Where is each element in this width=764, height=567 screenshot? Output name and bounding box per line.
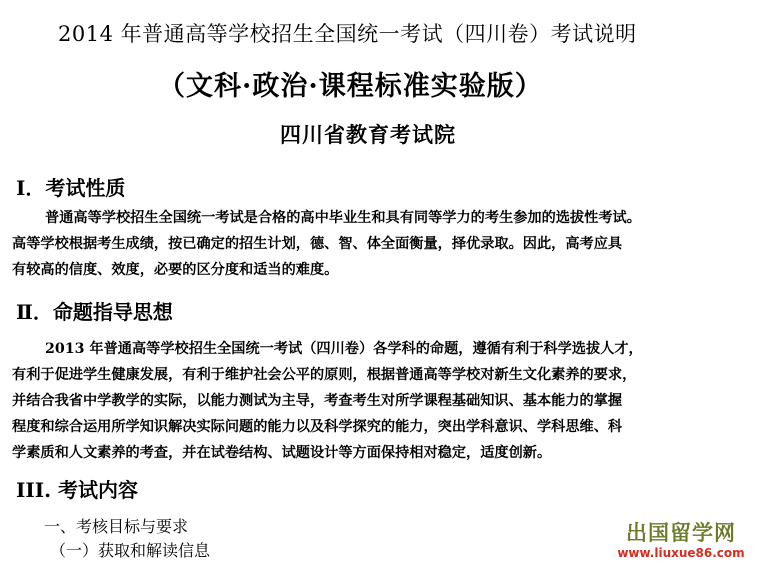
- section-body-exam-nature: [12, 205, 754, 283]
- paragraph-line: 普通高等学校招生全国统一考试是合格的高中毕业生和具有同等学力的考生参加的选拔性考试。: [45, 210, 641, 226]
- paragraph-line: 并结合我省中学教学的实际，以能力测试为主导，考查考生对所学课程基础知识、基本能力的掌握: [12, 393, 623, 409]
- paragraph-line: 程度和综合运用所学知识解决实际问题的能力以及科学探究的能力，突出学科意识、学科思维、科: [12, 419, 623, 435]
- subheading-information: （一）获取和解读信息: [50, 541, 211, 560]
- paragraph-line: 有利于促进学生健康发展，有利于维护社会公平的原则，根据普通高等学校对新生文化素养的要求，: [12, 367, 637, 383]
- section-heading-exam-content: III. 考试内容: [16, 478, 138, 502]
- watermark-url: www.liuxue86.com: [617, 546, 745, 560]
- paragraph-line: 高等学校根据考生成绩，按已确定的招生计划，德、智、体全面衡量，择优录取。因此，高考应具: [12, 236, 623, 252]
- site-watermark: [606, 521, 756, 563]
- watermark-brand: 出国留学网: [626, 521, 736, 545]
- document-issuer: 四川省教育考试院: [280, 122, 456, 147]
- document-subtitle: （文科·政治·课程标准实验版）: [158, 71, 543, 102]
- section-heading-exam-nature: Ⅰ．考试性质: [16, 176, 126, 200]
- paragraph-line: 学素质和人文素养的考查，并在试卷结构、试题设计等方面保持相对稳定，适度创新。: [12, 445, 552, 461]
- section-body-guiding-ideology: [12, 336, 754, 466]
- document-title: 2014 年普通高等学校招生全国统一考试（四川卷）考试说明: [58, 22, 637, 46]
- subheading-objectives: 一、考核目标与要求: [44, 517, 189, 536]
- paragraph-line: 2013 年普通高等学校招生全国统一考试（四川卷）各学科的命题，遵循有利于科学选拔人才，: [45, 341, 643, 357]
- section-heading-guiding-ideology: Ⅱ．命题指导思想: [16, 300, 173, 324]
- paragraph-line: 有较高的信度、效度，必要的区分度和适当的难度。: [12, 262, 339, 278]
